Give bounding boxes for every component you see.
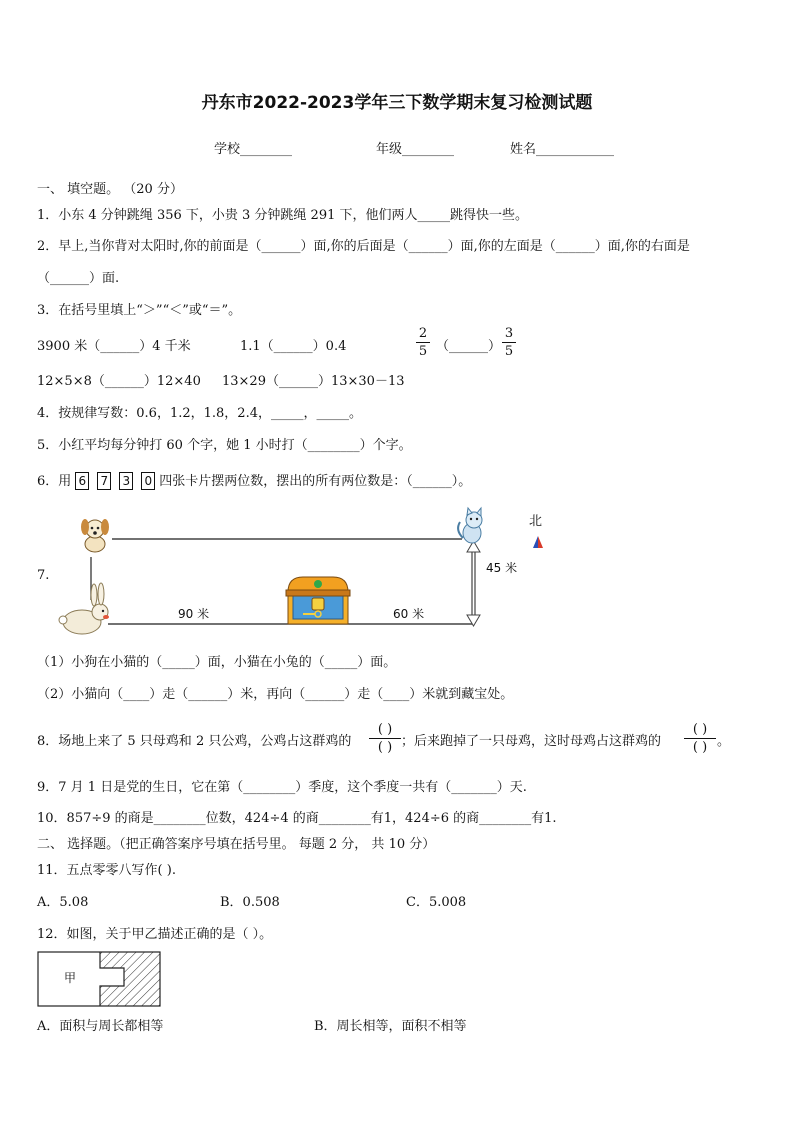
question-8-part-a: 8．场地上来了 5 只母鸡和 2 只公鸡，公鸡占这群鸡的 [37, 734, 352, 749]
question-4: 4．按规律写数：0.6，1.2，1.8，2.4，_____，_____。 [37, 406, 362, 421]
question-11-option-b[interactable]: B．0.508 [220, 895, 280, 910]
school-field[interactable]: 学校________ [214, 142, 293, 157]
question-11: 11．五点零零八写作( ). [37, 863, 176, 878]
fraction-numerator-blank: ( ) [692, 722, 708, 737]
fraction-numerator: 2 [418, 326, 428, 341]
question-3-item-e: 13×29（______）13×30－13 [222, 374, 405, 389]
distance-label-90: 90 米 [178, 607, 210, 621]
question-12-option-b[interactable]: B．周长相等，面积不相等 [314, 1019, 467, 1034]
question-8-part-c: 。 [717, 734, 731, 749]
fraction-denominator-blank: ( ) [377, 740, 393, 755]
question-3-item-c-blank: （______） [436, 339, 502, 354]
number-card: 3 [119, 472, 133, 490]
question-11-option-a[interactable]: A．5.08 [37, 895, 89, 910]
fraction-denominator: 5 [418, 344, 428, 359]
question-3-item-a: 3900 米（______）4 千米 [37, 339, 191, 354]
question-7-part-1: （1）小狗在小猫的（_____）面，小猫在小兔的（_____）面。 [37, 655, 397, 670]
fraction-numerator: 3 [504, 326, 514, 341]
question-6-prefix: 6．用 [37, 474, 72, 489]
name-field[interactable]: 姓名____________ [510, 142, 615, 157]
north-label: 北 [529, 514, 543, 529]
fraction-two-fifths [416, 326, 430, 359]
number-card: 6 [75, 472, 89, 490]
treasure-chest-icon [286, 577, 350, 624]
distance-label-45: 45 米 [486, 561, 518, 575]
question-2: 2．早上,当你背对太阳时,你的前面是（______）面,你的后面是（______）面,你的左面是（______）面,你的右面是 [37, 239, 690, 254]
number-card: 0 [141, 472, 155, 490]
fraction-blank-1 [369, 722, 401, 755]
fraction-numerator-blank: ( ) [377, 722, 393, 737]
fraction-three-fifths [502, 326, 516, 359]
dog-icon [81, 519, 109, 552]
shape-yi-hatched [100, 952, 160, 1006]
cat-icon [458, 508, 482, 543]
section-1-heading: 一、 填空题。 （20 分） [37, 182, 183, 197]
shape-figure [36, 950, 166, 1010]
question-6 [37, 472, 471, 491]
question-3: 3．在括号里填上“＞”“＜”或“＝”。 [37, 303, 242, 318]
vertical-arrow [467, 541, 480, 626]
question-11-option-c[interactable]: C．5.008 [406, 895, 467, 910]
question-9: 9．7 月 1 日是党的生日，它在第（________）季度，这个季度一共有（_______）天. [37, 780, 527, 795]
treasure-map-figure [0, 500, 794, 645]
question-10: 10．857÷9 的商是________位数，424÷4 的商________有1，424÷6 的商________有1. [37, 811, 557, 826]
fraction-blank-2 [684, 722, 716, 755]
question-7-label: 7. [37, 568, 50, 583]
question-2-continued: （______）面. [37, 271, 120, 286]
grade-field[interactable]: 年级________ [376, 142, 455, 157]
north-compass-icon [533, 536, 543, 548]
page-title: 丹东市2022-2023学年三下数学期末复习检测试题 [201, 93, 593, 113]
question-3-item-d: 12×5×8（______）12×40 [37, 374, 201, 389]
question-6-suffix: 四张卡片摆两位数，摆出的所有两位数是：（______）。 [159, 474, 472, 489]
fraction-denominator-blank: ( ) [692, 740, 708, 755]
question-12-option-a[interactable]: A．面积与周长都相等 [37, 1019, 164, 1034]
fraction-denominator: 5 [504, 344, 514, 359]
question-7-part-2: （2）小猫向（____）走（______）米，再向（______）走（____）米就到藏宝处。 [37, 687, 514, 702]
shape-label-jia: 甲 [64, 971, 77, 985]
question-1: 1．小东 4 分钟跳绳 356 下，小贵 3 分钟跳绳 291 下，他们两人_____跳得快一些。 [37, 208, 528, 223]
rabbit-icon [59, 583, 109, 634]
question-8-part-b: ；后来跑掉了一只母鸡，这时母鸡占这群鸡的 [401, 734, 662, 749]
distance-label-60: 60 米 [393, 607, 425, 621]
question-12: 12．如图，关于甲乙描述正确的是（ ）。 [37, 927, 273, 942]
section-2-heading: 二、 选择题。（把正确答案序号填在括号里。 每题 2 分， 共 10 分） [37, 837, 436, 852]
question-5: 5．小红平均每分钟打 60 个字，她 1 小时打（________）个字。 [37, 438, 412, 453]
number-card: 7 [97, 472, 111, 490]
question-3-item-b: 1.1（______）0.4 [240, 339, 347, 354]
